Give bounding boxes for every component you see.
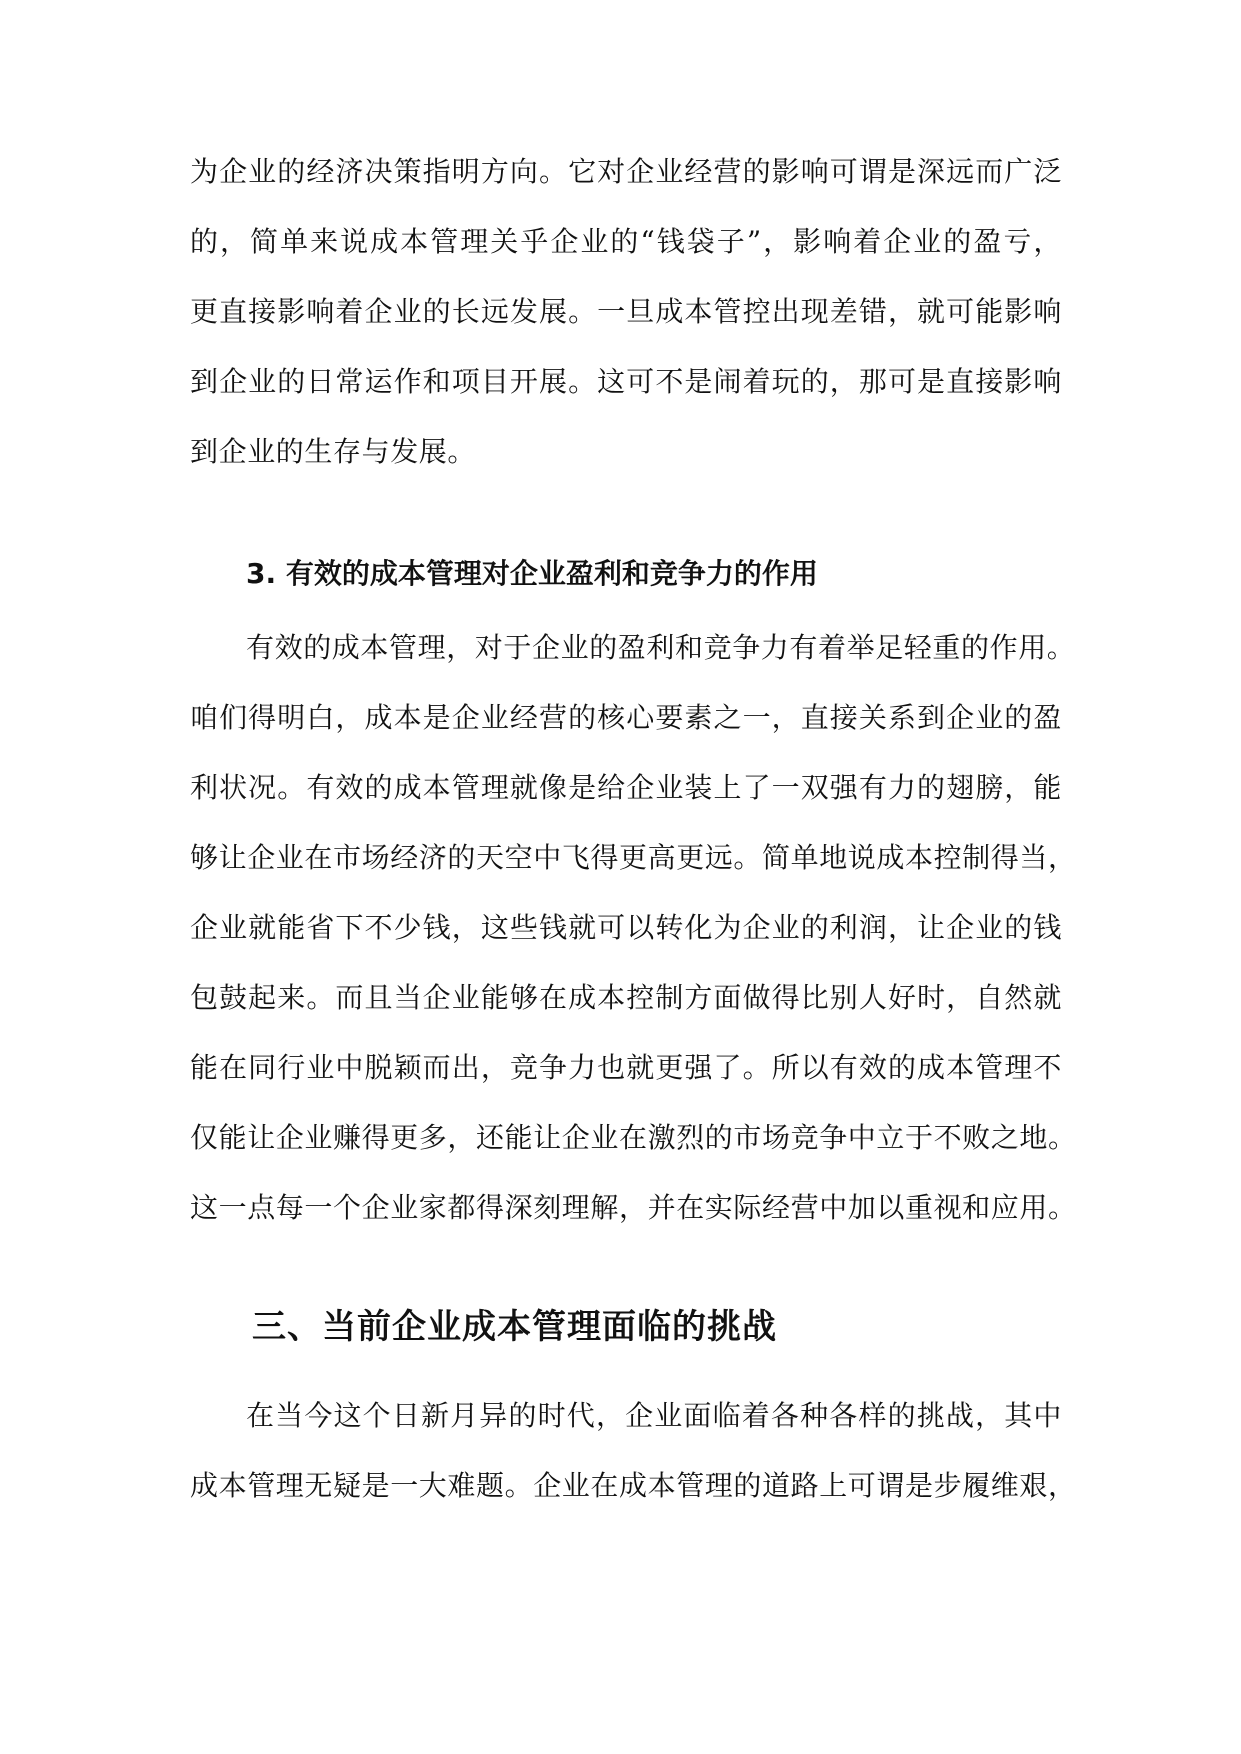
- paragraph-line: 包鼓起来。而且当企业能够在成本控制方面做得比别人好时，自然就: [190, 981, 1062, 1014]
- paragraph-line: 这一点每一个企业家都得深刻理解，并在实际经营中加以重视和应用。: [190, 1191, 1077, 1224]
- paragraph-line: 有效的成本管理，对于企业的盈利和竞争力有着举足轻重的作用。: [246, 631, 1076, 664]
- paragraph-line: 成本管理无疑是一大难题。企业在成本管理的道路上可谓是步履维艰，: [190, 1469, 1077, 1502]
- paragraph-line: 咱们得明白，成本是企业经营的核心要素之一，直接关系到企业的盈: [190, 701, 1062, 734]
- paragraph-line: 利状况。有效的成本管理就像是给企业装上了一双强有力的翅膀，能: [190, 771, 1062, 804]
- paragraph-line: 更直接影响着企业的长远发展。一旦成本管控出现差错，就可能影响: [190, 295, 1062, 328]
- paragraph-line: 够让企业在市场经济的天空中飞得更高更远。简单地说成本控制得当，: [190, 841, 1077, 874]
- paragraph-line: 在当今这个日新月异的时代，企业面临着各种各样的挑战，其中: [246, 1399, 1062, 1432]
- paragraph-line: 到企业的日常运作和项目开展。这可不是闹着玩的，那可是直接影响: [190, 365, 1062, 398]
- section-heading: 3. 有效的成本管理对企业盈利和竞争力的作用: [246, 557, 818, 590]
- paragraph-line: 为企业的经济决策指明方向。它对企业经营的影响可谓是深远而广泛: [190, 155, 1062, 188]
- paragraph-line: 仅能让企业赚得更多，还能让企业在激烈的市场竞争中立于不败之地。: [190, 1121, 1077, 1154]
- paragraph-line: 企业就能省下不少钱，这些钱就可以转化为企业的利润，让企业的钱: [190, 911, 1062, 944]
- paragraph-line: 的，简单来说成本管理关乎企业的“钱袋子”，影响着企业的盈亏，: [190, 225, 1062, 258]
- chapter-heading: 三、当前企业成本管理面临的挑战: [252, 1307, 777, 1347]
- paragraph-line: 到企业的生存与发展。: [190, 435, 477, 468]
- paragraph-line: 能在同行业中脱颖而出，竞争力也就更强了。所以有效的成本管理不: [190, 1051, 1062, 1084]
